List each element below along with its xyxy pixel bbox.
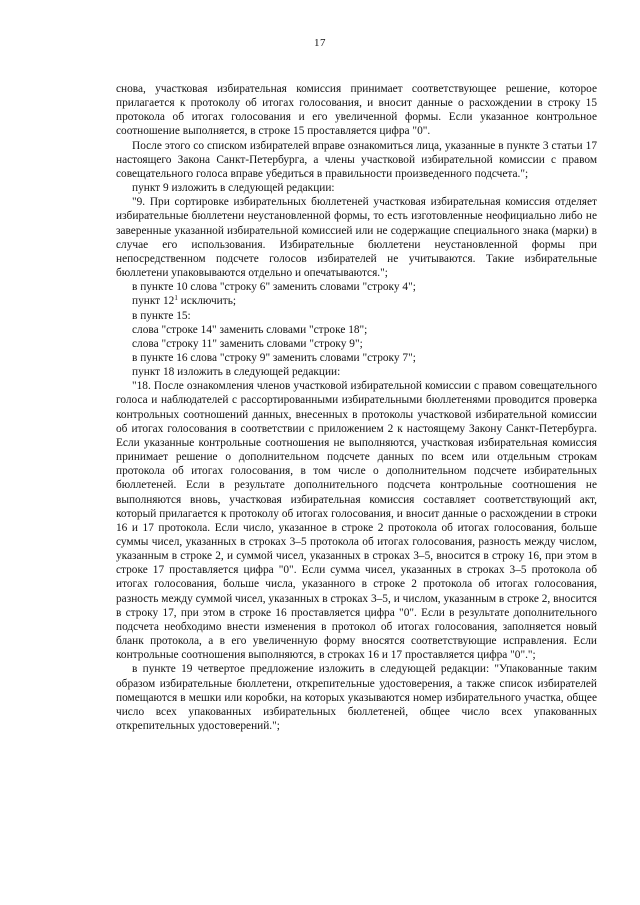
- item-12-after: исключить;: [177, 295, 237, 308]
- document-body: [116, 82, 597, 733]
- paragraph-item-18-text: "18. После ознакомления членов участковой избирательной комиссии с правом совещательного голоса и наблюдателей с рассортированными избирательными бюллетенями проводится проверка контрольных соотношений данных, внесенных в протоколы участковой избирательной комиссии об итогах голосования в соответствии с приложением 2 к настоящему Закону Санкт-Петербурга. Если указанные контрольные соотношения не выполняются, участковая избирательная комиссия принимает решение о дополнительном подсчете данных по всем или отдельным строкам протокола об итогах голосования, в том числе о дополнительном подсчете избирательных бюллетеней. Если в результате дополнительного подсчета контрольные соотношения не выполняются вновь, участковая избирательная комиссия составляет соответствующий акт, который прилагается к протоколу об итогах голосования, и вносит данные о расхождении в строки 16 и 17 протокола. Если число, указанное в строке 2 протокола об итогах голосования, больше суммы чисел, указанных в строках 3–5 протокола об итогах голосования, разность между числом, указанным в строке 2, и суммой чисел, указанных в строках 3–5, вносится в строку 16, при этом в строке 17 проставляется цифра "0". Если сумма чисел, указанных в строках 3–5 протокола об итогах голосования, больше числа, указанного в строке 2 протокола об итогах голосования, разность между суммой чисел, указанных в строках 3–5, и числом, указанным в строке 2, вносится в строку 17, при этом в строке 16 проставляется цифра "0". Если в результате дополнительного подсчета необходимо внести изменения в протокол об итогах голосования, заполняется новый бланк протокола, а в его увеличенную форму вносятся соответствующие исправления. Если контрольные соотношения выполняются, в строках 16 и 17 проставляется цифра "0".";: [116, 380, 597, 662]
- paragraph-voter-list-review: После этого со списком избирателей вправе ознакомиться лица, указанные в пункте 3 статьи 17 настоящего Закона Санкт-Петербурга, а члены участковой избирательной комиссии с правом совещательного голоса вправе убедиться в правильности произведенного подсчета.";: [116, 139, 597, 180]
- paragraph-item-18-heading: пункт 18 изложить в следующей редакции:: [132, 366, 341, 379]
- paragraph-item-9-heading: пункт 9 изложить в следующей редакции:: [132, 182, 335, 195]
- paragraph-item-12-1: [116, 294, 597, 308]
- paragraph-item-9-text: "9. При сортировке избирательных бюллетеней участковая избирательная комиссия отделяет избирательные бюллетени неустановленной формы, то есть изготовленные неофициально либо не заверенные указанной избирательной комиссией или не содержащие специального знака (марки) в случае его использования. Избирательные бюллетени неустановленной формы при непосредственном подсчете голосов избирателей не учитываются. Такие избирательные бюллетени упаковываются отдельно и опечатываются.";: [116, 196, 597, 280]
- paragraph-item-15: в пункте 15:: [132, 309, 191, 322]
- paragraph-continuation: снова, участковая избирательная комиссия принимает соответствующее решение, которое прилагается к протоколу об итогах голосования, и вносит данные о расхождении в строку 15 протокола об итогах голосования и его увеличенной формы. Если указанное контрольное соотношение выполняется, в строке 15 проставляется цифра "0".: [116, 83, 597, 138]
- paragraph-item-15-b: слова "строку 11" заменить словами "строку 9";: [132, 337, 363, 350]
- paragraph-item-10: в пункте 10 слова "строку 6" заменить словами "строку 4";: [132, 281, 416, 294]
- paragraph-item-16: в пункте 16 слова "строку 9" заменить словами "строку 7";: [132, 351, 416, 364]
- item-12-superscript: 1: [174, 294, 178, 303]
- paragraph-item-19: в пункте 19 четвертое предложение изложить в следующей редакции: "Упакованные таким образом избирательные бюллетени, открепительные удостоверения, а также список избирателей помещаются в мешки или коробки, на которых указываются номер избирательного участка, общее число всех упакованных избирательных бюллетеней, общее число всех упакованных открепительных удостоверений.";: [116, 663, 597, 733]
- item-12-text: пункт 12: [132, 295, 175, 308]
- page-number: 17: [314, 37, 326, 49]
- paragraph-item-15-a: слова "строке 14" заменить словами "строке 18";: [132, 323, 368, 336]
